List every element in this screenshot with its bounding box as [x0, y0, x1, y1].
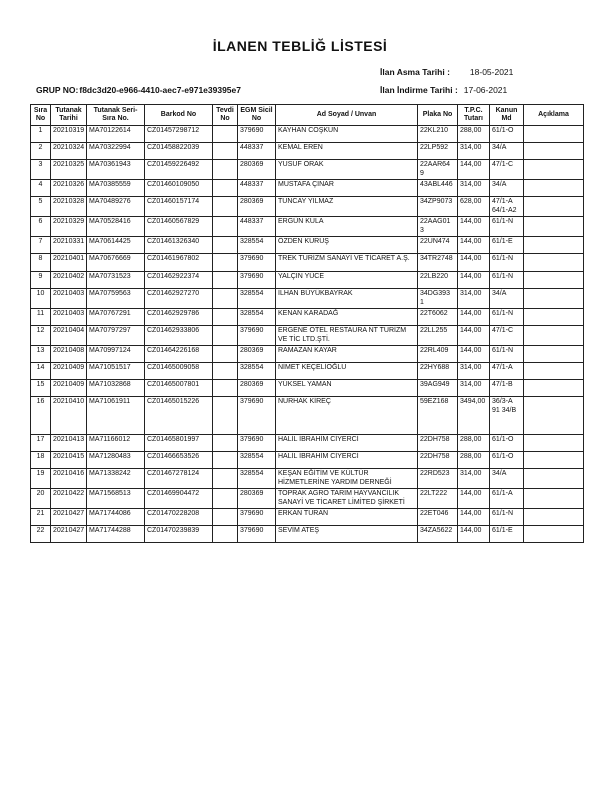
plaka-cell: 22ET046: [418, 509, 458, 526]
ad-soyad-cell: TREK TURİZM SANAYİ VE TİCARET A.Ş.: [276, 254, 418, 272]
sira-no-cell: 5: [31, 197, 51, 217]
tutanak-tarihi-cell: 20210403: [51, 289, 87, 309]
tevdi-cell: [213, 452, 238, 469]
aciklama-cell: [524, 197, 584, 217]
tutanak-seri-cell: MA71061911: [87, 397, 145, 435]
tutanak-tarihi-cell: 20210404: [51, 326, 87, 346]
sira-no-cell: 21: [31, 509, 51, 526]
tutanak-tarihi-cell: 20210413: [51, 435, 87, 452]
tutar-cell: 144,00: [458, 217, 490, 237]
aciklama-cell: [524, 526, 584, 543]
sira-no-cell: 4: [31, 180, 51, 197]
kanun-cell: 61/1-N: [490, 217, 524, 237]
table-row: [31, 326, 584, 346]
egm-sicil-cell: 328554: [238, 309, 276, 326]
tutar-cell: 314,00: [458, 380, 490, 397]
ilan-indirme-value: 17-06-2021: [463, 85, 508, 95]
ad-soyad-cell: ERKAN TURAN: [276, 509, 418, 526]
ad-soyad-cell: ERGENE OTEL RESTAURA NT TURİZM VE TİC LTD.ŞTİ.: [276, 326, 418, 346]
tutanak-seri-cell: MA70322994: [87, 143, 145, 160]
aciklama-cell: [524, 126, 584, 143]
ad-soyad-cell: YÜKSEL YAMAN: [276, 380, 418, 397]
barkod-cell: CZ01461967802: [145, 254, 213, 272]
tevdi-cell: [213, 489, 238, 509]
tutar-cell: 144,00: [458, 254, 490, 272]
tutanak-tarihi-cell: 20210422: [51, 489, 87, 509]
tevdi-cell: [213, 272, 238, 289]
tevdi-cell: [213, 380, 238, 397]
sira-no-cell: 8: [31, 254, 51, 272]
column-header: T.P.C. Tutarı: [458, 105, 490, 126]
sira-no-cell: 20: [31, 489, 51, 509]
tutar-cell: 628,00: [458, 197, 490, 217]
table-row: [31, 489, 584, 509]
tevdi-cell: [213, 126, 238, 143]
ad-soyad-cell: HALİL İBRAHİM CİYERCİ: [276, 435, 418, 452]
kanun-cell: 61/1-N: [490, 346, 524, 363]
table-row: [31, 397, 584, 435]
plaka-cell: 22KL210: [418, 126, 458, 143]
kanun-cell: 47/1-A 64/1-A2: [490, 197, 524, 217]
aciklama-cell: [524, 217, 584, 237]
plaka-cell: 22T6062: [418, 309, 458, 326]
tutanak-tarihi-cell: 20210408: [51, 346, 87, 363]
tutar-cell: 314,00: [458, 289, 490, 309]
tevdi-cell: [213, 363, 238, 380]
plaka-cell: 22DH758: [418, 435, 458, 452]
sira-no-cell: 19: [31, 469, 51, 489]
tutanak-seri-cell: MA71032868: [87, 380, 145, 397]
plaka-cell: 22LL255: [418, 326, 458, 346]
ad-soyad-cell: KAYHAN COŞKUN: [276, 126, 418, 143]
tevdi-cell: [213, 180, 238, 197]
kanun-cell: 61/1-O: [490, 126, 524, 143]
egm-sicil-cell: 448337: [238, 143, 276, 160]
table-row: [31, 363, 584, 380]
egm-sicil-cell: 328554: [238, 237, 276, 254]
plaka-cell: 22UN474: [418, 237, 458, 254]
barkod-cell: CZ01465009058: [145, 363, 213, 380]
table-row: [31, 143, 584, 160]
tutar-cell: 144,00: [458, 326, 490, 346]
tutanak-tarihi-cell: 20210409: [51, 380, 87, 397]
sira-no-cell: 15: [31, 380, 51, 397]
table-row: [31, 180, 584, 197]
kanun-cell: 61/1-N: [490, 309, 524, 326]
aciklama-cell: [524, 509, 584, 526]
sira-no-cell: 2: [31, 143, 51, 160]
aciklama-cell: [524, 469, 584, 489]
ad-soyad-cell: YALÇIN YÜCE: [276, 272, 418, 289]
tutar-cell: 144,00: [458, 346, 490, 363]
table-row: [31, 309, 584, 326]
tutanak-seri-cell: MA71166012: [87, 435, 145, 452]
tevdi-cell: [213, 326, 238, 346]
tutanak-seri-cell: MA70731523: [87, 272, 145, 289]
tevdi-cell: [213, 309, 238, 326]
barkod-cell: CZ01462929786: [145, 309, 213, 326]
column-header: Tevdi No: [213, 105, 238, 126]
ad-soyad-cell: KEŞAN EĞİTİM VE KÜLTÜR HİZMETLERİNE YARDIM DERNEĞİ: [276, 469, 418, 489]
kanun-cell: 47/1-A: [490, 363, 524, 380]
egm-sicil-cell: 328554: [238, 289, 276, 309]
egm-sicil-cell: 379690: [238, 326, 276, 346]
table-row: [31, 126, 584, 143]
plaka-cell: 22AAG01 3: [418, 217, 458, 237]
tutanak-tarihi-cell: 20210326: [51, 180, 87, 197]
plaka-cell: 22LP592: [418, 143, 458, 160]
tutar-cell: 144,00: [458, 237, 490, 254]
tutar-cell: 144,00: [458, 160, 490, 180]
aciklama-cell: [524, 363, 584, 380]
aciklama-cell: [524, 326, 584, 346]
column-header: Ad Soyad / Unvan: [276, 105, 418, 126]
kanun-cell: 61/1-O: [490, 435, 524, 452]
column-header: Açıklama: [524, 105, 584, 126]
plaka-cell: 22DH758: [418, 452, 458, 469]
barkod-cell: CZ01465007801: [145, 380, 213, 397]
kanun-cell: 34/A: [490, 289, 524, 309]
tutar-cell: 3494,00: [458, 397, 490, 435]
kanun-cell: 34/A: [490, 143, 524, 160]
table-row: [31, 237, 584, 254]
tevdi-cell: [213, 435, 238, 452]
plaka-cell: 22HY688: [418, 363, 458, 380]
column-header: Plaka No: [418, 105, 458, 126]
barkod-cell: CZ01465801997: [145, 435, 213, 452]
ad-soyad-cell: YUSUF ORAK: [276, 160, 418, 180]
kanun-cell: 61/1-N: [490, 272, 524, 289]
table-body: [31, 126, 584, 543]
barkod-cell: CZ01458822039: [145, 143, 213, 160]
aciklama-cell: [524, 180, 584, 197]
table-row: [31, 380, 584, 397]
plaka-cell: 43ABL446: [418, 180, 458, 197]
tevdi-cell: [213, 160, 238, 180]
tutanak-seri-cell: MA70614425: [87, 237, 145, 254]
ad-soyad-cell: MUSTAFA ÇINAR: [276, 180, 418, 197]
tutanak-seri-cell: MA70122614: [87, 126, 145, 143]
sira-no-cell: 17: [31, 435, 51, 452]
tevdi-cell: [213, 289, 238, 309]
kanun-cell: 61/1-N: [490, 509, 524, 526]
egm-sicil-cell: 280369: [238, 160, 276, 180]
tevdi-cell: [213, 526, 238, 543]
tevdi-cell: [213, 346, 238, 363]
ilan-asma-value: 18-05-2021: [469, 67, 514, 77]
table-row: [31, 289, 584, 309]
column-header: Kanun Md: [490, 105, 524, 126]
tutar-cell: 288,00: [458, 126, 490, 143]
egm-sicil-cell: 328554: [238, 452, 276, 469]
egm-sicil-cell: 280369: [238, 380, 276, 397]
tevdi-cell: [213, 237, 238, 254]
kanun-cell: 34/A: [490, 469, 524, 489]
plaka-cell: 39AG949: [418, 380, 458, 397]
sira-no-cell: 7: [31, 237, 51, 254]
page-title: İLANEN TEBLİĞ LİSTESİ: [212, 38, 388, 54]
kanun-cell: 47/1-B: [490, 380, 524, 397]
tevdi-cell: [213, 217, 238, 237]
sira-no-cell: 9: [31, 272, 51, 289]
tutanak-seri-cell: MA71280483: [87, 452, 145, 469]
ilan-asma-label: İlan Asma Tarihi :: [380, 67, 450, 77]
header-row: [31, 105, 584, 126]
tutanak-tarihi-cell: 20210331: [51, 237, 87, 254]
tutar-cell: 288,00: [458, 452, 490, 469]
table-row: [31, 160, 584, 180]
table-row: [31, 217, 584, 237]
tutanak-tarihi-cell: 20210410: [51, 397, 87, 435]
aciklama-cell: [524, 237, 584, 254]
tutanak-tarihi-cell: 20210427: [51, 509, 87, 526]
egm-sicil-cell: 379690: [238, 526, 276, 543]
aciklama-cell: [524, 143, 584, 160]
table-row: [31, 435, 584, 452]
tutanak-seri-cell: MA71568513: [87, 489, 145, 509]
kanun-cell: 61/1-A: [490, 489, 524, 509]
egm-sicil-cell: 379690: [238, 272, 276, 289]
egm-sicil-cell: 280369: [238, 346, 276, 363]
tutanak-tarihi-cell: 20210401: [51, 254, 87, 272]
tutanak-tarihi-cell: 20210427: [51, 526, 87, 543]
plaka-cell: 34ZA5622: [418, 526, 458, 543]
kanun-cell: 36/3-A 91 34/B: [490, 397, 524, 435]
tutanak-seri-cell: MA70361943: [87, 160, 145, 180]
tevdi-cell: [213, 197, 238, 217]
aciklama-cell: [524, 397, 584, 435]
table-row: [31, 509, 584, 526]
sira-no-cell: 11: [31, 309, 51, 326]
barkod-cell: CZ01460109050: [145, 180, 213, 197]
tevdi-cell: [213, 509, 238, 526]
sira-no-cell: 12: [31, 326, 51, 346]
column-header: Barkod No: [145, 105, 213, 126]
tutanak-tarihi-cell: 20210319: [51, 126, 87, 143]
egm-sicil-cell: 379690: [238, 435, 276, 452]
plaka-cell: 34ZP9073: [418, 197, 458, 217]
barkod-cell: CZ01466653526: [145, 452, 213, 469]
table-row: [31, 346, 584, 363]
tutanak-tarihi-cell: 20210325: [51, 160, 87, 180]
column-header: Tutanak Tarihi: [51, 105, 87, 126]
aciklama-cell: [524, 289, 584, 309]
tutanak-seri-cell: MA70759563: [87, 289, 145, 309]
plaka-cell: 34TR2748: [418, 254, 458, 272]
barkod-cell: CZ01462933806: [145, 326, 213, 346]
ad-soyad-cell: TUNCAY YILMAZ: [276, 197, 418, 217]
aciklama-cell: [524, 160, 584, 180]
tutar-cell: 144,00: [458, 272, 490, 289]
egm-sicil-cell: 280369: [238, 197, 276, 217]
ilan-indirme-label: İlan İndirme Tarihi :: [380, 85, 458, 95]
tutar-cell: 144,00: [458, 489, 490, 509]
table-row: [31, 452, 584, 469]
tutanak-seri-cell: MA70385559: [87, 180, 145, 197]
tutanak-seri-cell: MA70797297: [87, 326, 145, 346]
tutanak-seri-cell: MA70767291: [87, 309, 145, 326]
table-row: [31, 526, 584, 543]
sira-no-cell: 14: [31, 363, 51, 380]
tevdi-cell: [213, 397, 238, 435]
tutanak-tarihi-cell: 20210416: [51, 469, 87, 489]
tutanak-seri-cell: MA71051517: [87, 363, 145, 380]
aciklama-cell: [524, 489, 584, 509]
tutar-cell: 144,00: [458, 509, 490, 526]
tutanak-seri-cell: MA71338242: [87, 469, 145, 489]
ilan-asma-tarihi: [380, 67, 513, 77]
tutar-cell: 314,00: [458, 180, 490, 197]
tutanak-seri-cell: MA70489276: [87, 197, 145, 217]
tutar-cell: 314,00: [458, 143, 490, 160]
egm-sicil-cell: 379690: [238, 509, 276, 526]
grup-no: [36, 85, 241, 95]
tutanak-seri-cell: MA71744288: [87, 526, 145, 543]
barkod-cell: CZ01459226492: [145, 160, 213, 180]
plaka-cell: 22RD523: [418, 469, 458, 489]
ad-soyad-cell: NURHAK KİREÇ: [276, 397, 418, 435]
ad-soyad-cell: TOPRAK AGRO TARIM HAYVANCILIK SANAYİ VE TİCARET LİMİTED ŞİRKETİ: [276, 489, 418, 509]
barkod-cell: CZ01467278124: [145, 469, 213, 489]
sira-no-cell: 6: [31, 217, 51, 237]
aciklama-cell: [524, 452, 584, 469]
ad-soyad-cell: İLHAN BÜYÜKBAYRAK: [276, 289, 418, 309]
column-header: Tutanak Seri-Sıra No.: [87, 105, 145, 126]
egm-sicil-cell: 328554: [238, 363, 276, 380]
sira-no-cell: 13: [31, 346, 51, 363]
aciklama-cell: [524, 272, 584, 289]
plaka-cell: 34DG393 1: [418, 289, 458, 309]
table-row: [31, 469, 584, 489]
aciklama-cell: [524, 435, 584, 452]
plaka-cell: 22RL409: [418, 346, 458, 363]
ad-soyad-cell: NİMET KEÇELİOĞLU: [276, 363, 418, 380]
sira-no-cell: 18: [31, 452, 51, 469]
barkod-cell: CZ01462922374: [145, 272, 213, 289]
sira-no-cell: 1: [31, 126, 51, 143]
kanun-cell: 61/1-N: [490, 254, 524, 272]
kanun-cell: 47/1-C: [490, 160, 524, 180]
tutanak-tarihi-cell: 20210324: [51, 143, 87, 160]
ad-soyad-cell: RAMAZAN KAYAR: [276, 346, 418, 363]
aciklama-cell: [524, 346, 584, 363]
barkod-cell: CZ01460157174: [145, 197, 213, 217]
tutanak-tarihi-cell: 20210415: [51, 452, 87, 469]
barkod-cell: CZ01469904472: [145, 489, 213, 509]
table-row: [31, 197, 584, 217]
tutanak-tarihi-cell: 20210328: [51, 197, 87, 217]
barkod-cell: CZ01461326340: [145, 237, 213, 254]
tutanak-tarihi-cell: 20210409: [51, 363, 87, 380]
egm-sicil-cell: 328554: [238, 469, 276, 489]
tutanak-seri-cell: MA71744086: [87, 509, 145, 526]
ad-soyad-cell: KEMAL EREN: [276, 143, 418, 160]
plaka-cell: 59EZ168: [418, 397, 458, 435]
grup-label: GRUP NO:: [36, 85, 79, 95]
tutanak-tarihi-cell: 20210329: [51, 217, 87, 237]
ad-soyad-cell: HALİL İBRAHİM CİYERCİ: [276, 452, 418, 469]
barkod-cell: CZ01464226168: [145, 346, 213, 363]
plaka-cell: 22LB220: [418, 272, 458, 289]
kanun-cell: 47/1-C: [490, 326, 524, 346]
grup-value: f8dc3d20-e966-4410-aec7-e971e39395e7: [79, 85, 241, 95]
ad-soyad-cell: KENAN KARADAĞ: [276, 309, 418, 326]
aciklama-cell: [524, 380, 584, 397]
tutar-cell: 288,00: [458, 435, 490, 452]
egm-sicil-cell: 448337: [238, 180, 276, 197]
tutar-cell: 144,00: [458, 526, 490, 543]
kanun-cell: 34/A: [490, 180, 524, 197]
barkod-cell: CZ01470239839: [145, 526, 213, 543]
table-row: [31, 272, 584, 289]
tutanak-tarihi-cell: 20210403: [51, 309, 87, 326]
barkod-cell: CZ01470228208: [145, 509, 213, 526]
tutanak-seri-cell: MA70676669: [87, 254, 145, 272]
sira-no-cell: 10: [31, 289, 51, 309]
kanun-cell: 61/1-O: [490, 452, 524, 469]
column-header: Sıra No: [31, 105, 51, 126]
egm-sicil-cell: 379690: [238, 126, 276, 143]
ad-soyad-cell: SEVİM ATEŞ: [276, 526, 418, 543]
teblig-table: [30, 104, 584, 543]
tutanak-tarihi-cell: 20210402: [51, 272, 87, 289]
egm-sicil-cell: 280369: [238, 489, 276, 509]
kanun-cell: 61/1-E: [490, 237, 524, 254]
tutar-cell: 314,00: [458, 363, 490, 380]
sira-no-cell: 16: [31, 397, 51, 435]
tutanak-seri-cell: MA70997124: [87, 346, 145, 363]
sira-no-cell: 22: [31, 526, 51, 543]
tevdi-cell: [213, 143, 238, 160]
kanun-cell: 61/1-E: [490, 526, 524, 543]
sira-no-cell: 3: [31, 160, 51, 180]
barkod-cell: CZ01457298712: [145, 126, 213, 143]
ad-soyad-cell: ERGÜN KULA: [276, 217, 418, 237]
aciklama-cell: [524, 309, 584, 326]
egm-sicil-cell: 379690: [238, 397, 276, 435]
tevdi-cell: [213, 254, 238, 272]
ad-soyad-cell: ÖZDEN KURUŞ: [276, 237, 418, 254]
plaka-cell: 22AAR64 9: [418, 160, 458, 180]
ilan-indirme-tarihi: [380, 85, 507, 95]
tutar-cell: 144,00: [458, 309, 490, 326]
aciklama-cell: [524, 254, 584, 272]
tevdi-cell: [213, 469, 238, 489]
barkod-cell: CZ01465015226: [145, 397, 213, 435]
column-header: EGM Sicil No: [238, 105, 276, 126]
barkod-cell: CZ01462927270: [145, 289, 213, 309]
table-row: [31, 254, 584, 272]
tutanak-seri-cell: MA70528416: [87, 217, 145, 237]
barkod-cell: CZ01460567829: [145, 217, 213, 237]
egm-sicil-cell: 448337: [238, 217, 276, 237]
egm-sicil-cell: 379690: [238, 254, 276, 272]
tutar-cell: 314,00: [458, 469, 490, 489]
plaka-cell: 22LT222: [418, 489, 458, 509]
